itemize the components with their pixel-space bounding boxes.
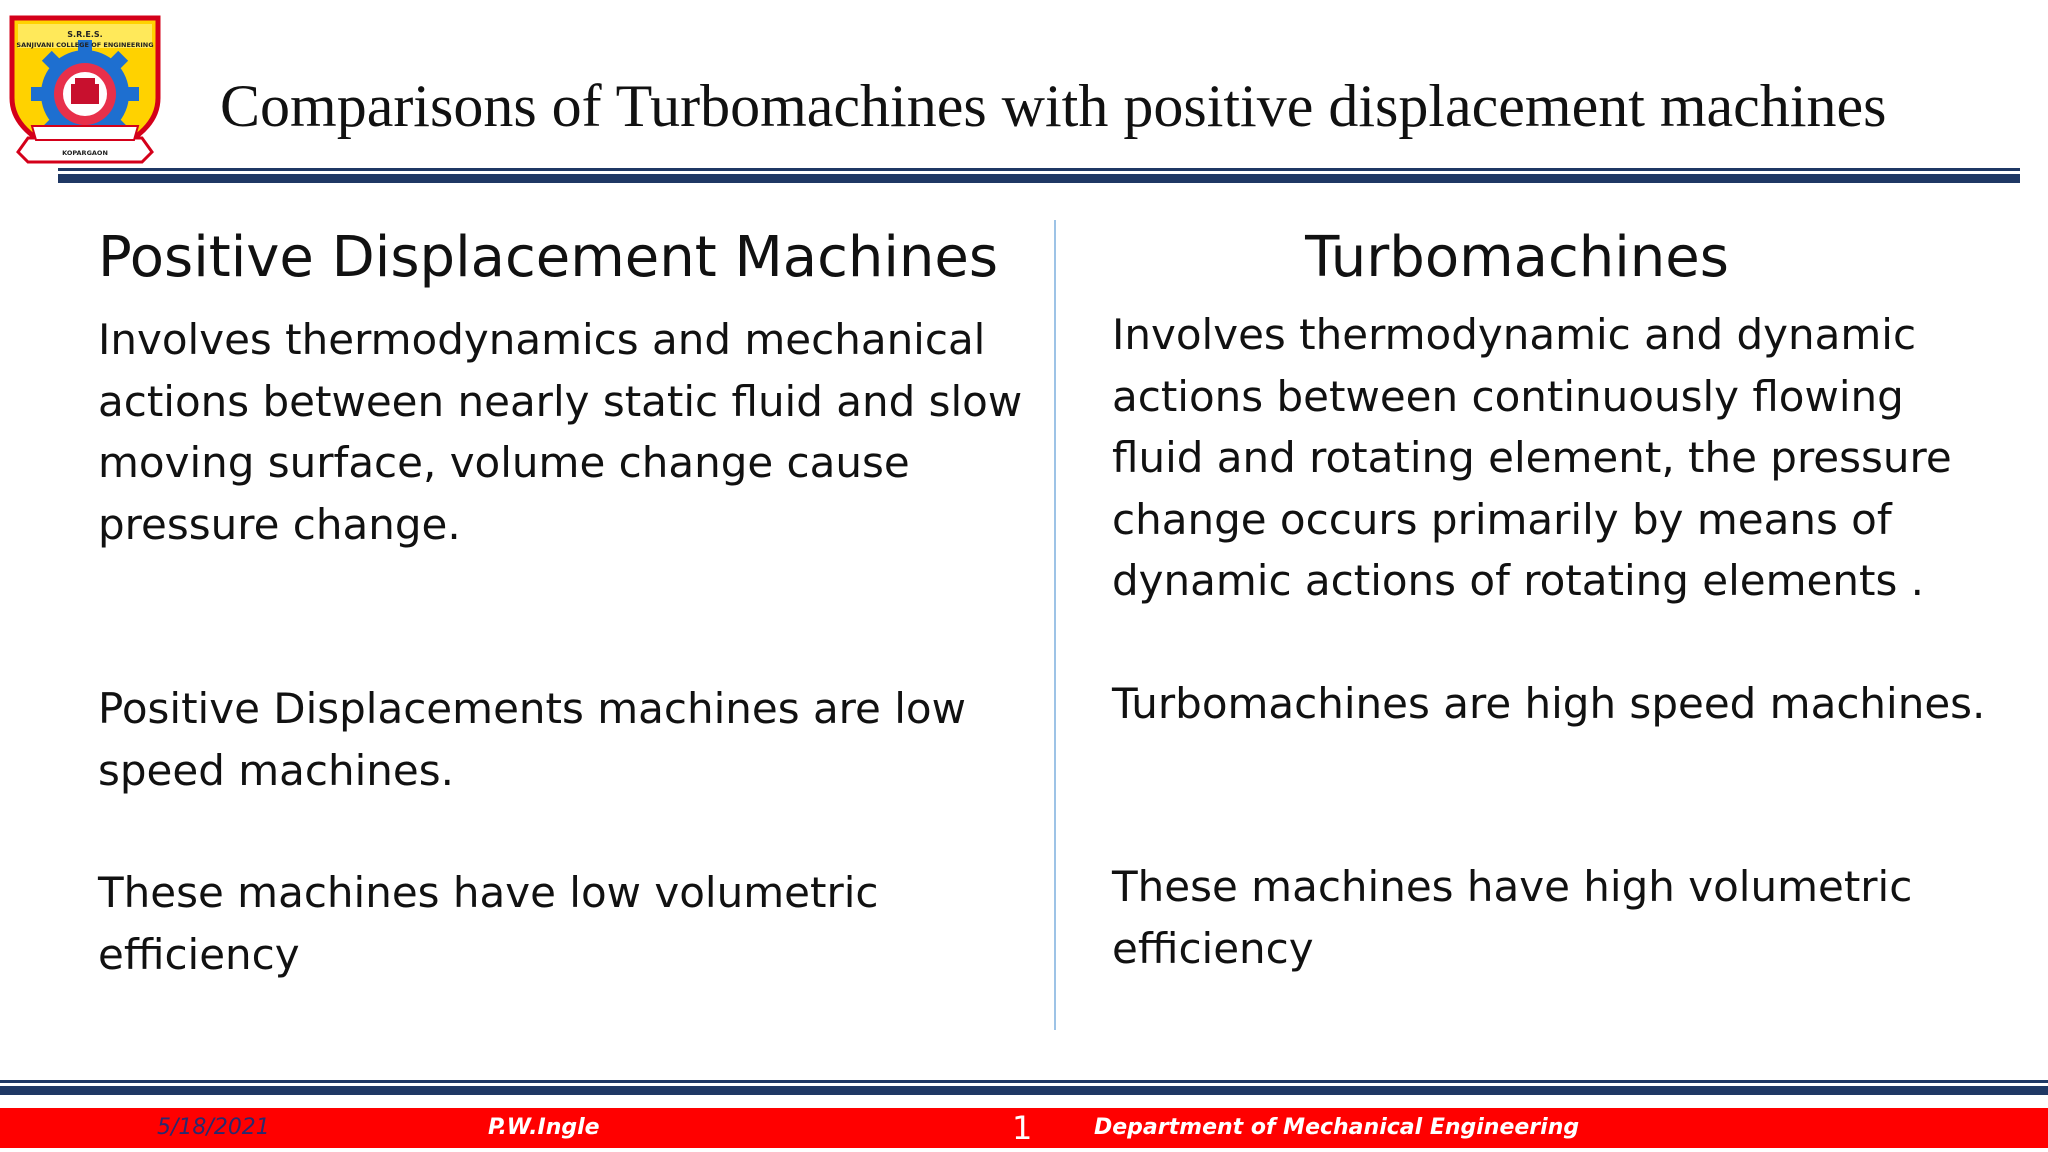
left-point-thermodynamics: Involves thermodynamics and mechanical actions between nearly static fluid and slow moving surface, volume change cause pressure change.	[98, 315, 1023, 549]
left-point-speed: Positive Displacements machines are low speed machines.	[98, 684, 966, 795]
header-rule-thick	[58, 174, 2020, 183]
footer-rule-thin	[0, 1080, 2048, 1083]
right-point-efficiency: These machines have high volumetric efficiency	[1112, 862, 1913, 973]
footer-author: P.W.Ingle	[488, 1115, 600, 1140]
column-divider	[1054, 220, 1056, 1030]
header-rule-thin	[58, 168, 2020, 171]
svg-text:KOPARGAON: KOPARGAON	[62, 149, 108, 157]
right-point-thermodynamics: Involves thermodynamic and dynamic actions between continuously flowing fluid and rotating element, the pressure change occurs primarily by means of dynamic actions of rotating elements .	[1112, 310, 1952, 605]
footer-date: 5/18/2021	[157, 1115, 270, 1140]
footer-rule-thick	[0, 1086, 2048, 1095]
left-column-heading: Positive Displacement Machines	[98, 225, 999, 290]
left-point-efficiency: These machines have low volumetric efficiency	[98, 868, 879, 979]
slide-title: Comparisons of Turbomachines with positive displacement machines	[220, 73, 1887, 139]
college-logo	[2, 10, 168, 168]
footer-department: Department of Mechanical Engineering	[1094, 1115, 1580, 1140]
slide-number: 1	[1012, 1109, 1033, 1147]
right-column-heading: Turbomachines	[1305, 225, 1729, 290]
svg-text:S.R.E.S.: S.R.E.S.	[67, 30, 103, 39]
right-point-speed: Turbomachines are high speed machines.	[1112, 679, 1986, 728]
svg-text:SANJIVANI COLLEGE OF ENGINEERI: SANJIVANI COLLEGE OF ENGINEERING	[16, 41, 154, 49]
